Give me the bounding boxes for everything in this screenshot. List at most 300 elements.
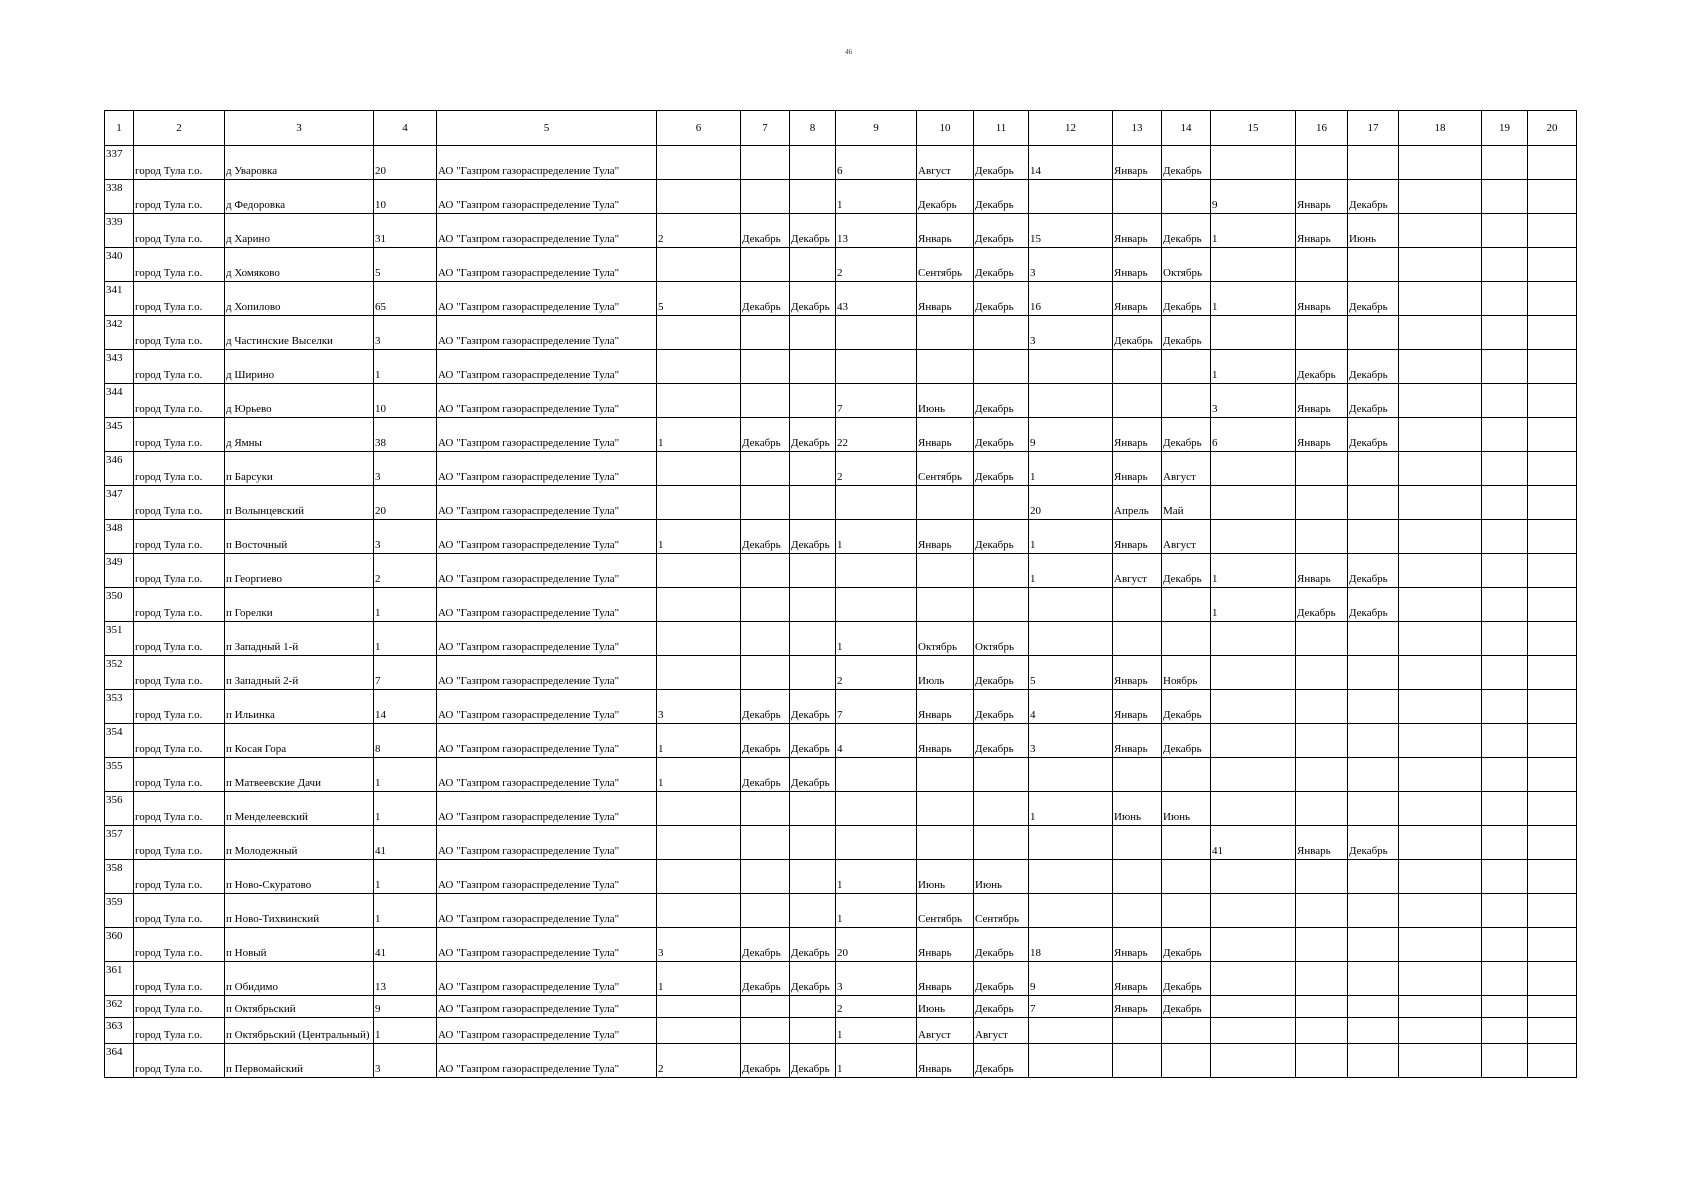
table-cell-col-19 [1482,384,1528,418]
row-number: 343 [105,350,134,384]
table-cell-col-2: город Тула г.о. [134,962,225,996]
table-cell-col-20 [1528,384,1577,418]
table-cell-col-19 [1482,282,1528,316]
table-cell-col-10 [917,588,974,622]
table-cell-col-18 [1399,826,1482,860]
table-cell-col-3: п Обидимо [225,962,374,996]
table-cell-col-17: Декабрь [1348,554,1399,588]
table-cell-col-8 [790,554,836,588]
table-cell-col-6: 2 [657,1044,741,1078]
table-cell-col-9: 13 [836,214,917,248]
table-cell-col-19 [1482,690,1528,724]
table-cell-col-9 [836,486,917,520]
table-cell-col-7: Декабрь [741,758,790,792]
table-cell-col-20 [1528,622,1577,656]
table-cell-col-6 [657,996,741,1018]
table-cell-col-5: АО "Газпром газораспределение Тула" [437,826,657,860]
row-number: 355 [105,758,134,792]
table-cell-col-20 [1528,792,1577,826]
table-cell-col-14: Май [1162,486,1211,520]
table-cell-col-12: 1 [1029,520,1113,554]
table-cell-col-15: 9 [1211,180,1296,214]
table-cell-col-16: Январь [1296,826,1348,860]
table-cell-col-6: 1 [657,520,741,554]
table-cell-col-14: Декабрь [1162,928,1211,962]
table-cell-col-10: Сентябрь [917,248,974,282]
table-cell-col-19 [1482,622,1528,656]
table-cell-col-10: Январь [917,418,974,452]
table-cell-col-11: Декабрь [974,418,1029,452]
table-cell-col-13 [1113,758,1162,792]
table-cell-col-10: Декабрь [917,180,974,214]
column-header-12: 12 [1029,111,1113,146]
table-cell-col-6: 3 [657,690,741,724]
table-cell-col-6 [657,248,741,282]
table-cell-col-18 [1399,146,1482,180]
table-cell-col-10: Июнь [917,384,974,418]
table-cell-col-13 [1113,384,1162,418]
table-cell-col-4: 31 [374,214,437,248]
table-cell-col-19 [1482,860,1528,894]
table-row [105,384,1577,418]
table-cell-col-2: город Тула г.о. [134,554,225,588]
table-cell-col-6 [657,486,741,520]
table-cell-col-20 [1528,214,1577,248]
table-cell-col-18 [1399,248,1482,282]
row-number: 346 [105,452,134,486]
table-row [105,316,1577,350]
table-cell-col-9 [836,826,917,860]
table-cell-col-3: п Молодежный [225,826,374,860]
table-cell-col-15 [1211,1018,1296,1044]
table-cell-col-19 [1482,928,1528,962]
header-row [105,111,1577,146]
table-cell-col-8 [790,860,836,894]
table-cell-col-3: п Первомайский [225,1044,374,1078]
table-cell-col-10: Январь [917,520,974,554]
table-cell-col-14 [1162,588,1211,622]
table-cell-col-6 [657,452,741,486]
table-cell-col-16 [1296,146,1348,180]
column-header-20: 20 [1528,111,1577,146]
table-cell-col-20 [1528,282,1577,316]
table-cell-col-5: АО "Газпром газораспределение Тула" [437,860,657,894]
table-cell-col-13: Январь [1113,520,1162,554]
table-cell-col-20 [1528,1044,1577,1078]
table-cell-col-10: Август [917,1018,974,1044]
table-cell-col-10: Январь [917,1044,974,1078]
table-cell-col-8: Декабрь [790,758,836,792]
table-cell-col-17 [1348,248,1399,282]
table-cell-col-8 [790,316,836,350]
table-cell-col-2: город Тула г.о. [134,1044,225,1078]
table-cell-col-12: 1 [1029,554,1113,588]
table-cell-col-6: 2 [657,214,741,248]
table-cell-col-8 [790,792,836,826]
row-number: 342 [105,316,134,350]
table-cell-col-2: город Тула г.о. [134,214,225,248]
table-cell-col-14: Декабрь [1162,418,1211,452]
table-cell-col-14 [1162,860,1211,894]
table-cell-col-18 [1399,656,1482,690]
table-cell-col-11: Август [974,1018,1029,1044]
table-cell-col-3: д Федоровка [225,180,374,214]
table-cell-col-8 [790,146,836,180]
table-cell-col-9 [836,588,917,622]
table-cell-col-16 [1296,860,1348,894]
table-cell-col-16 [1296,622,1348,656]
table-row [105,248,1577,282]
row-number: 337 [105,146,134,180]
table-cell-col-16 [1296,520,1348,554]
table-cell-col-17 [1348,758,1399,792]
table-cell-col-9 [836,792,917,826]
table-cell-col-12: 4 [1029,690,1113,724]
column-header-15: 15 [1211,111,1296,146]
table-cell-col-18 [1399,1044,1482,1078]
table-cell-col-8: Декабрь [790,418,836,452]
table-cell-col-4: 1 [374,792,437,826]
table-row [105,1044,1577,1078]
table-cell-col-12 [1029,1018,1113,1044]
table-cell-col-14 [1162,758,1211,792]
table-cell-col-9: 6 [836,146,917,180]
table-cell-col-17: Декабрь [1348,180,1399,214]
table-cell-col-16: Январь [1296,418,1348,452]
table-cell-col-15 [1211,452,1296,486]
table-cell-col-16 [1296,1044,1348,1078]
table-cell-col-8 [790,1018,836,1044]
table-cell-col-12 [1029,180,1113,214]
table-cell-col-9: 1 [836,860,917,894]
table-cell-col-17 [1348,1018,1399,1044]
table-cell-col-5: АО "Газпром газораспределение Тула" [437,316,657,350]
table-cell-col-9: 2 [836,452,917,486]
table-cell-col-5: АО "Газпром газораспределение Тула" [437,1018,657,1044]
table-cell-col-14 [1162,894,1211,928]
table-cell-col-10 [917,486,974,520]
column-header-5: 5 [437,111,657,146]
table-cell-col-14: Декабрь [1162,996,1211,1018]
table-cell-col-4: 1 [374,588,437,622]
table-cell-col-14: Декабрь [1162,282,1211,316]
table-cell-col-18 [1399,316,1482,350]
table-body [105,146,1577,1078]
table-cell-col-19 [1482,146,1528,180]
table-cell-col-8 [790,622,836,656]
table-cell-col-16: Январь [1296,180,1348,214]
table-cell-col-5: АО "Газпром газораспределение Тула" [437,962,657,996]
table-cell-col-10: Январь [917,928,974,962]
table-cell-col-9: 1 [836,622,917,656]
table-cell-col-17: Декабрь [1348,418,1399,452]
table-cell-col-5: АО "Газпром газораспределение Тула" [437,520,657,554]
table-cell-col-8 [790,486,836,520]
table-cell-col-13 [1113,622,1162,656]
table-cell-col-11: Декабрь [974,1044,1029,1078]
table-cell-col-19 [1482,1018,1528,1044]
table-cell-col-7 [741,554,790,588]
table-cell-col-14: Ноябрь [1162,656,1211,690]
table-cell-col-16 [1296,962,1348,996]
table-cell-col-15 [1211,622,1296,656]
column-header-9: 9 [836,111,917,146]
table-cell-col-9: 7 [836,384,917,418]
table-cell-col-19 [1482,486,1528,520]
table-cell-col-7 [741,248,790,282]
table-cell-col-14 [1162,350,1211,384]
table-cell-col-20 [1528,826,1577,860]
row-number: 344 [105,384,134,418]
table-cell-col-2: город Тула г.о. [134,622,225,656]
row-number: 350 [105,588,134,622]
table-cell-col-8 [790,588,836,622]
table-cell-col-16 [1296,1018,1348,1044]
table-cell-col-12: 3 [1029,316,1113,350]
table-cell-col-15 [1211,792,1296,826]
table-cell-col-5: АО "Газпром газораспределение Тула" [437,384,657,418]
table-cell-col-12: 9 [1029,418,1113,452]
table-row [105,520,1577,554]
table-cell-col-6 [657,384,741,418]
table-row [105,792,1577,826]
table-cell-col-14 [1162,622,1211,656]
table-cell-col-3: д Юрьево [225,384,374,418]
table-cell-col-17 [1348,452,1399,486]
table-cell-col-12: 5 [1029,656,1113,690]
row-number: 359 [105,894,134,928]
table-cell-col-12: 14 [1029,146,1113,180]
table-cell-col-5: АО "Газпром газораспределение Тула" [437,894,657,928]
row-number: 339 [105,214,134,248]
table-cell-col-18 [1399,894,1482,928]
table-cell-col-10: Август [917,146,974,180]
table-cell-col-5: АО "Газпром газораспределение Тула" [437,350,657,384]
table-cell-col-9: 1 [836,520,917,554]
table-cell-col-4: 3 [374,520,437,554]
table-cell-col-11: Декабрь [974,724,1029,758]
table-cell-col-7 [741,622,790,656]
table-cell-col-9: 22 [836,418,917,452]
table-cell-col-8: Декабрь [790,690,836,724]
table-cell-col-20 [1528,758,1577,792]
table-cell-col-17: Июнь [1348,214,1399,248]
table-cell-col-6: 3 [657,928,741,962]
table-cell-col-16 [1296,656,1348,690]
table-cell-col-12 [1029,588,1113,622]
table-cell-col-6 [657,622,741,656]
table-cell-col-12: 1 [1029,792,1113,826]
table-cell-col-7 [741,860,790,894]
table-cell-col-3: п Ново-Скуратово [225,860,374,894]
table-cell-col-4: 9 [374,996,437,1018]
table-cell-col-7 [741,792,790,826]
table-cell-col-13: Январь [1113,996,1162,1018]
table-cell-col-2: город Тула г.о. [134,418,225,452]
table-cell-col-8 [790,180,836,214]
table-cell-col-17 [1348,1044,1399,1078]
table-cell-col-15: 3 [1211,384,1296,418]
table-cell-col-6 [657,894,741,928]
table-cell-col-3: п Матвеевские Дачи [225,758,374,792]
table-cell-col-13: Январь [1113,928,1162,962]
table-cell-col-17 [1348,316,1399,350]
table-cell-col-4: 14 [374,690,437,724]
table-cell-col-12: 3 [1029,724,1113,758]
table-cell-col-15 [1211,690,1296,724]
table-cell-col-14: Декабрь [1162,316,1211,350]
table-cell-col-18 [1399,384,1482,418]
table-cell-col-20 [1528,248,1577,282]
table-cell-col-17: Декабрь [1348,384,1399,418]
table-cell-col-10: Октябрь [917,622,974,656]
table-cell-col-14 [1162,826,1211,860]
table-cell-col-19 [1482,792,1528,826]
table-cell-col-20 [1528,350,1577,384]
table-cell-col-11: Июнь [974,860,1029,894]
table-cell-col-15: 1 [1211,554,1296,588]
table-cell-col-5: АО "Газпром газораспределение Тула" [437,996,657,1018]
table-row [105,452,1577,486]
table-cell-col-10 [917,316,974,350]
table-cell-col-13: Январь [1113,452,1162,486]
table-cell-col-14 [1162,180,1211,214]
table-cell-col-15 [1211,996,1296,1018]
table-cell-col-10: Январь [917,282,974,316]
table-cell-col-14 [1162,1044,1211,1078]
table-cell-col-20 [1528,928,1577,962]
table-cell-col-2: город Тула г.о. [134,248,225,282]
table-cell-col-15: 1 [1211,282,1296,316]
table-cell-col-12: 16 [1029,282,1113,316]
table-cell-col-16: Январь [1296,214,1348,248]
table-cell-col-19 [1482,554,1528,588]
table-cell-col-14: Декабрь [1162,146,1211,180]
table-row [105,894,1577,928]
table-row [105,962,1577,996]
table-cell-col-9 [836,758,917,792]
table-cell-col-16 [1296,996,1348,1018]
table-cell-col-11 [974,316,1029,350]
table-cell-col-18 [1399,486,1482,520]
table-cell-col-11 [974,826,1029,860]
table-cell-col-13 [1113,860,1162,894]
table-cell-col-4: 7 [374,656,437,690]
table-cell-col-3: д Хопилово [225,282,374,316]
table-cell-col-11 [974,758,1029,792]
table-cell-col-11 [974,792,1029,826]
table-cell-col-9: 2 [836,656,917,690]
table-cell-col-14 [1162,1018,1211,1044]
table-cell-col-14: Август [1162,452,1211,486]
table-cell-col-14: Август [1162,520,1211,554]
table-cell-col-6: 1 [657,758,741,792]
table-cell-col-17 [1348,894,1399,928]
table-cell-col-19 [1482,452,1528,486]
table-cell-col-6 [657,1018,741,1044]
table-cell-col-14: Декабрь [1162,724,1211,758]
table-cell-col-11: Декабрь [974,282,1029,316]
table-row [105,928,1577,962]
table-cell-col-20 [1528,860,1577,894]
table-cell-col-10 [917,826,974,860]
table-cell-col-14: Декабрь [1162,690,1211,724]
table-cell-col-4: 65 [374,282,437,316]
table-cell-col-4: 1 [374,622,437,656]
table-cell-col-13: Январь [1113,214,1162,248]
table-cell-col-10 [917,758,974,792]
table-cell-col-19 [1482,894,1528,928]
table-cell-col-18 [1399,418,1482,452]
table-cell-col-10: Июль [917,656,974,690]
table-cell-col-10: Сентябрь [917,452,974,486]
table-cell-col-3: п Восточный [225,520,374,554]
column-header-14: 14 [1162,111,1211,146]
table-cell-col-8: Декабрь [790,928,836,962]
table-cell-col-16 [1296,316,1348,350]
table-cell-col-12: 3 [1029,248,1113,282]
row-number: 354 [105,724,134,758]
table-row [105,146,1577,180]
row-number: 349 [105,554,134,588]
table-cell-col-3: п Октябрьский [225,996,374,1018]
table-cell-col-4: 2 [374,554,437,588]
table-cell-col-20 [1528,452,1577,486]
table-cell-col-14: Октябрь [1162,248,1211,282]
table-cell-col-17 [1348,996,1399,1018]
table-cell-col-4: 8 [374,724,437,758]
table-cell-col-18 [1399,282,1482,316]
row-number: 352 [105,656,134,690]
table-cell-col-4: 41 [374,928,437,962]
table-row [105,622,1577,656]
table-cell-col-7 [741,350,790,384]
table-cell-col-13: Январь [1113,418,1162,452]
table-cell-col-20 [1528,996,1577,1018]
table-cell-col-2: город Тула г.о. [134,316,225,350]
table-cell-col-20 [1528,486,1577,520]
table-cell-col-18 [1399,622,1482,656]
table-cell-col-12 [1029,826,1113,860]
table-cell-col-10: Январь [917,690,974,724]
row-number: 363 [105,1018,134,1044]
table-cell-col-15: 41 [1211,826,1296,860]
table-cell-col-5: АО "Газпром газораспределение Тула" [437,758,657,792]
table-cell-col-15: 1 [1211,350,1296,384]
table-cell-col-19 [1482,588,1528,622]
table-cell-col-10: Июнь [917,996,974,1018]
table-cell-col-12 [1029,350,1113,384]
table-cell-col-5: АО "Газпром газораспределение Тула" [437,486,657,520]
table-cell-col-8 [790,894,836,928]
table-cell-col-16 [1296,248,1348,282]
table-cell-col-2: город Тула г.о. [134,996,225,1018]
table-cell-col-2: город Тула г.о. [134,860,225,894]
table-cell-col-10 [917,554,974,588]
table-cell-col-5: АО "Газпром газораспределение Тула" [437,1044,657,1078]
table-cell-col-17 [1348,860,1399,894]
row-number: 338 [105,180,134,214]
table-cell-col-7 [741,316,790,350]
row-number: 361 [105,962,134,996]
table-cell-col-4: 20 [374,486,437,520]
table-cell-col-4: 1 [374,758,437,792]
table-cell-col-18 [1399,1018,1482,1044]
table-cell-col-17 [1348,792,1399,826]
table-cell-col-20 [1528,520,1577,554]
table-cell-col-18 [1399,724,1482,758]
column-header-13: 13 [1113,111,1162,146]
